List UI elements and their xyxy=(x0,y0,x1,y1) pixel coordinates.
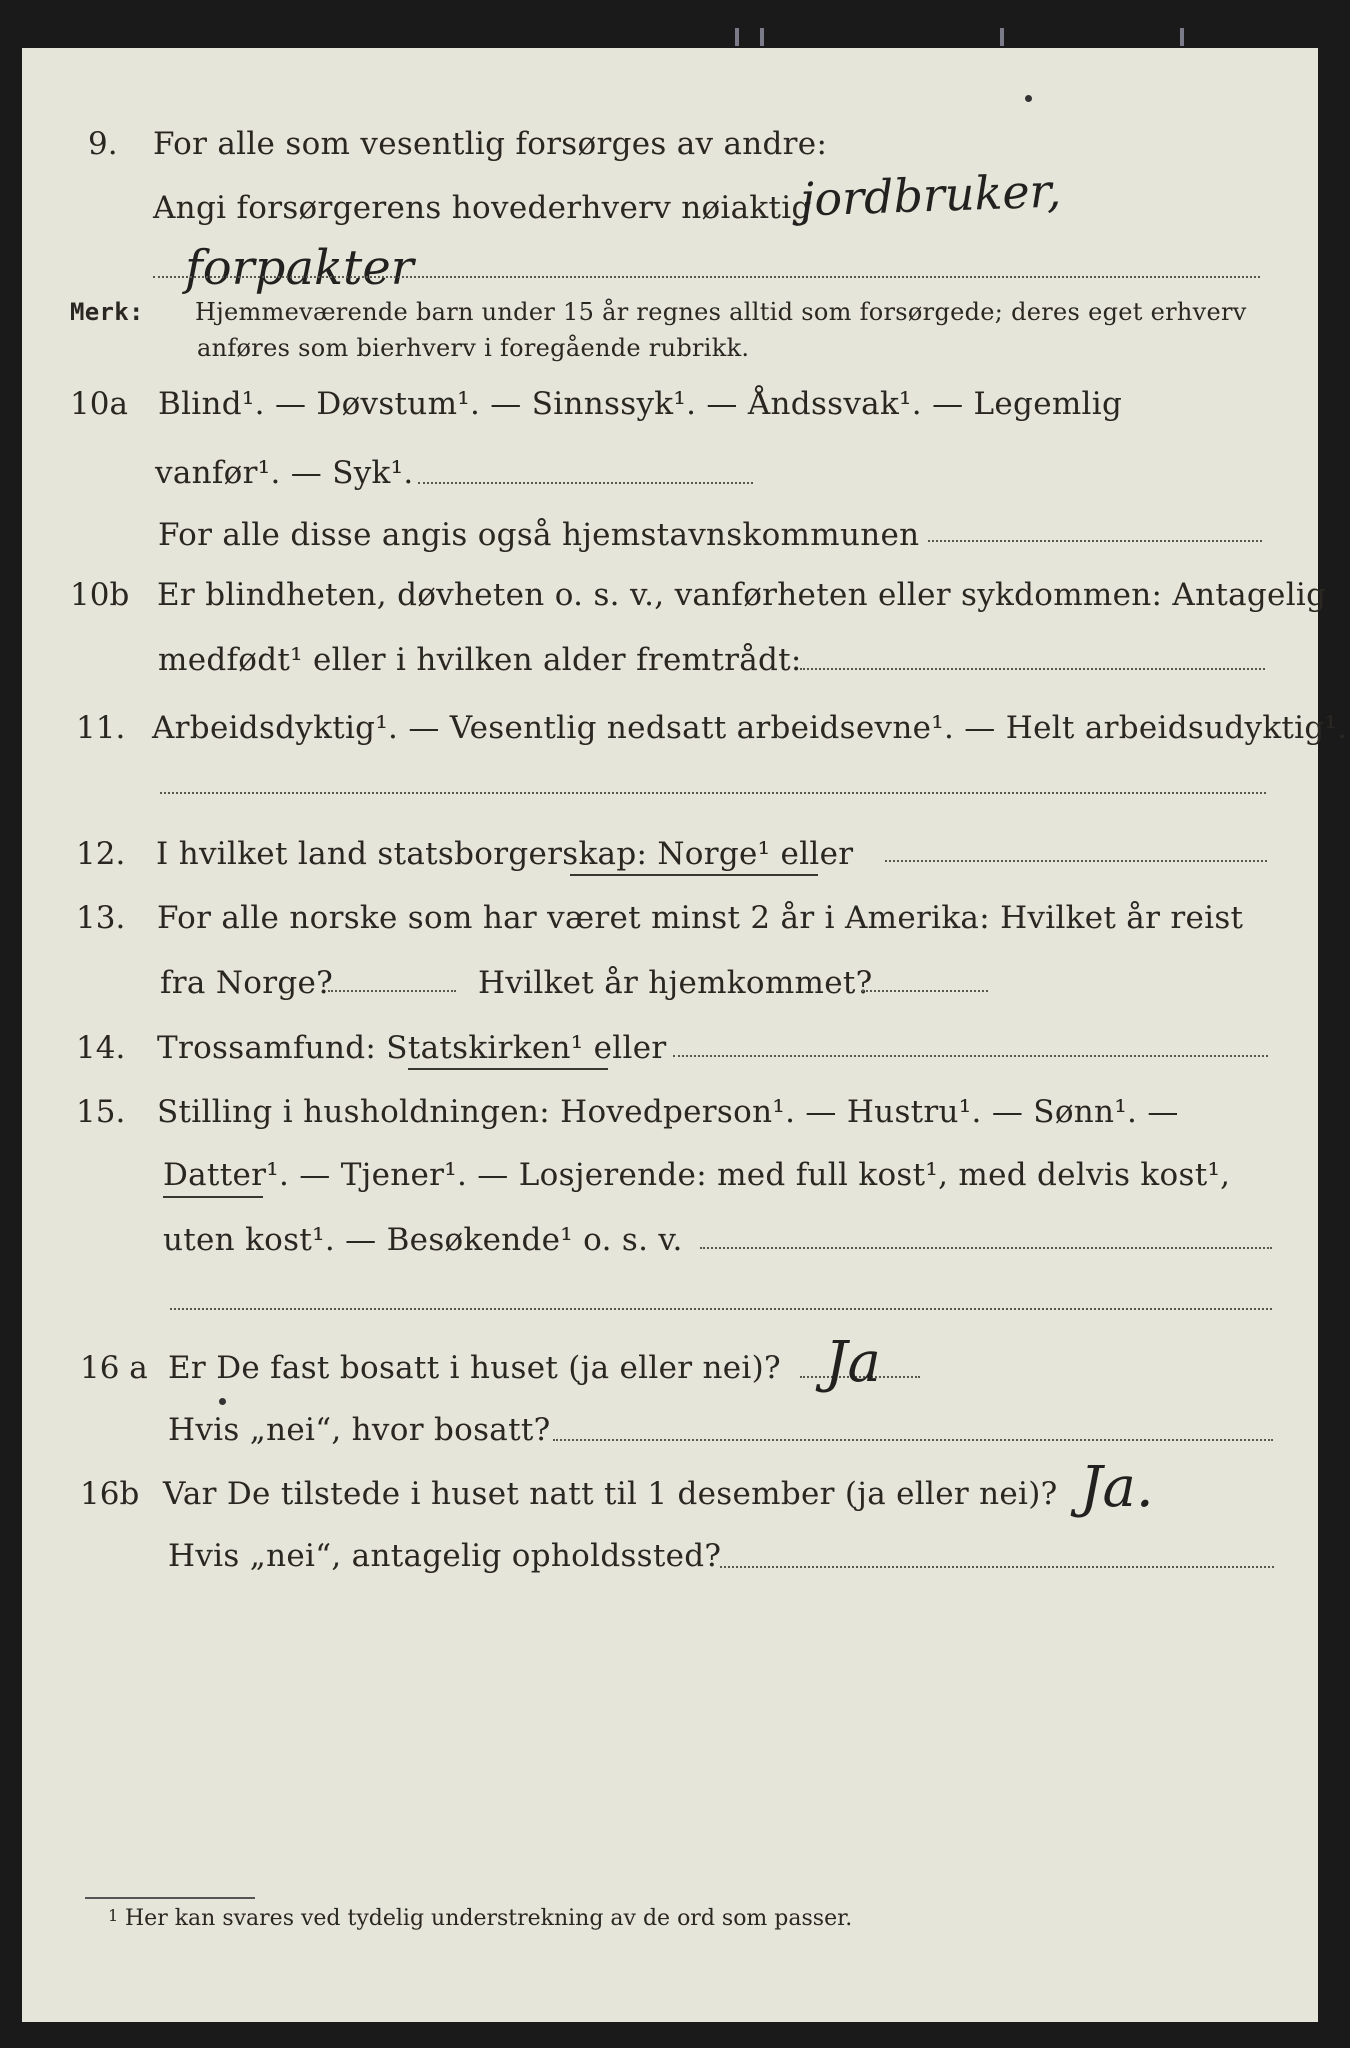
q10b-line1: Er blindheten, døvheten o. s. v., vanførheten eller sykdommen: Antagelig xyxy=(157,577,1327,613)
scan-edge-tick xyxy=(1180,28,1184,46)
ink-dot xyxy=(1025,95,1032,102)
q10a-line3: For alle disse angis også hjemstavnskommunen xyxy=(158,517,920,553)
merk-line1: Hjemmeværende barn under 15 år regnes alltid som forsørgede; deres eget erhverv xyxy=(195,298,1247,326)
q10a-number: 10a xyxy=(70,386,128,422)
q11-number: 11. xyxy=(76,710,126,746)
footnote-mark: 1 xyxy=(108,1906,119,1925)
q15-answer-line-2 xyxy=(170,1308,1272,1310)
q9-answer-line xyxy=(153,276,1260,278)
q13-hjemkommet-answer-line xyxy=(862,990,988,992)
q10a-line1: Blind¹. — Døvstum¹. — Sinnssyk¹. — Åndssvak¹. — Legemlig xyxy=(158,386,1123,422)
q15-underline-answer xyxy=(163,1196,263,1198)
q16a-number: 16 a xyxy=(80,1350,148,1386)
q10a-line2-answer-line xyxy=(418,482,753,484)
q10b-number: 10b xyxy=(70,577,130,613)
q13-reist-answer-line xyxy=(328,990,456,992)
q12-answer-line xyxy=(885,860,1267,862)
merk-line2: anføres som bierhverv i foregående rubrikk. xyxy=(197,334,750,362)
q13-line2-hjemkommet: Hvilket år hjemkommet? xyxy=(478,965,873,1001)
q15-line2: Datter¹. — Tjener¹. — Losjerende: med full kost¹, med delvis kost¹, xyxy=(163,1157,1231,1193)
q15-line1: Stilling i husholdningen: Hovedperson¹. — Hustru¹. — Sønn¹. — xyxy=(157,1094,1179,1130)
q10b-answer-line xyxy=(800,668,1265,670)
q16a-line2-answer-line xyxy=(553,1439,1273,1441)
q16b-number: 16b xyxy=(80,1476,140,1512)
q14-answer-line xyxy=(673,1055,1268,1057)
q16b-answer-line xyxy=(720,1566,1274,1568)
q13-line2-reist: fra Norge? xyxy=(160,965,334,1001)
q9-answer-occupation-cont: forpakter xyxy=(185,240,414,296)
q16a-line1: Er De fast bosatt i huset (ja eller nei)? xyxy=(168,1350,781,1386)
q11-answer-line xyxy=(160,792,1266,794)
q12-line1: I hvilket land statsborgerskap: Norge¹ eller xyxy=(156,836,854,872)
q16b-line1: Var De tilstede i huset natt til 1 desember (ja eller nei)? xyxy=(163,1476,1058,1512)
q14-line1: Trossamfund: Statskirken¹ eller xyxy=(157,1030,667,1066)
q13-line1: For alle norske som har været minst 2 år i Amerika: Hvilket år reist xyxy=(157,900,1244,936)
q10b-line2: medfødt¹ eller i hvilken alder fremtrådt: xyxy=(158,642,802,678)
q16b-line2: Hvis „nei“, antagelig opholdssted? xyxy=(168,1538,722,1574)
q10a-line2: vanfør¹. — Syk¹. xyxy=(155,455,414,491)
q12-number: 12. xyxy=(76,836,126,872)
q9-line1: For alle som vesentlig forsørges av andre: xyxy=(153,126,828,162)
q15-answer-line xyxy=(700,1247,1272,1249)
q9-answer-occupation: jordbruker, xyxy=(799,163,1062,227)
merk-label: Merk: xyxy=(70,298,144,326)
scan-edge-tick xyxy=(760,28,764,46)
q15-line3: uten kost¹. — Besøkende¹ o. s. v. xyxy=(163,1222,683,1258)
q9-number: 9. xyxy=(88,126,118,162)
scan-edge-tick xyxy=(735,28,739,46)
q11-line1: Arbeidsdyktig¹. — Vesentlig nedsatt arbeidsevne¹. — Helt arbeidsudyktig¹. xyxy=(152,710,1348,746)
q14-underline-answer xyxy=(408,1068,608,1070)
q16a-line2: Hvis „nei“, hvor bosatt? xyxy=(168,1412,551,1448)
ink-dot xyxy=(219,1398,226,1405)
q16b-answer: Ja. xyxy=(1080,1455,1154,1520)
q9-line2: Angi forsørgerens hovederhverv nøiaktig xyxy=(153,190,812,226)
q14-number: 14. xyxy=(76,1030,126,1066)
q15-number: 15. xyxy=(76,1094,126,1130)
scan-edge-tick xyxy=(1000,28,1004,46)
q10a-line3-answer-line xyxy=(928,540,1262,542)
footnote-text: Her kan svares ved tydelig understrekning av de ord som passer. xyxy=(125,1906,853,1931)
q16a-answer: Ja xyxy=(825,1330,881,1395)
footnote-rule xyxy=(85,1897,255,1899)
q13-number: 13. xyxy=(76,900,126,936)
q12-underline-answer xyxy=(570,874,818,876)
